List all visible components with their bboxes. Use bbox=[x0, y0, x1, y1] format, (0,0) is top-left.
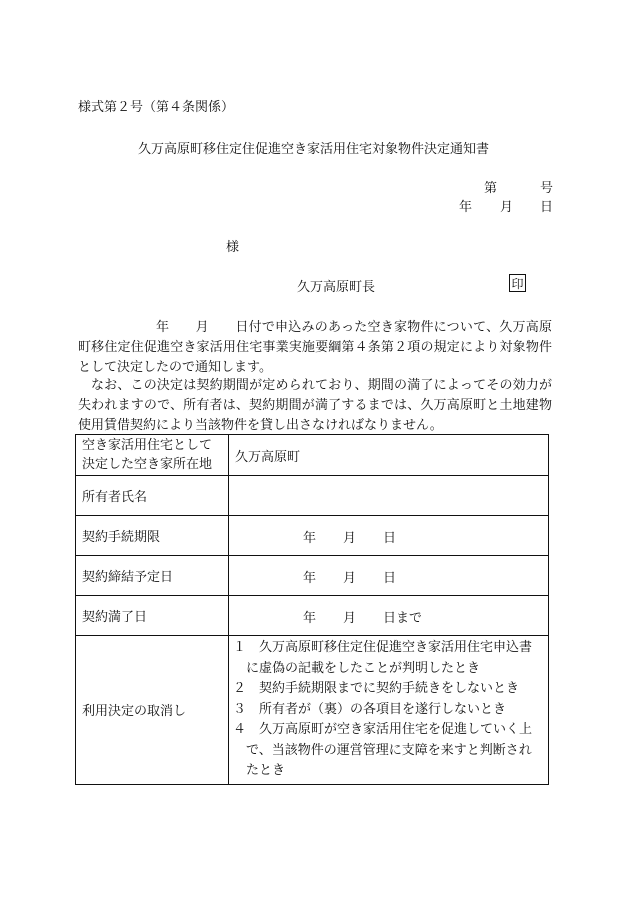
ref-number-prefix: 第 bbox=[484, 181, 498, 196]
signing-label: 契約締結予定日 bbox=[76, 556, 229, 596]
sender-title: 久万高原町長 bbox=[297, 280, 376, 295]
ref-date-day: 日 bbox=[540, 200, 554, 215]
cancel-label: 利用決定の取消し bbox=[76, 636, 229, 785]
body-paragraph-2: なお、この決定は契約期間が定められており、期間の満了によってその効力が失われますので、所有者は、契約期間が満了するまでは、久万高原町と土地建物使用賃借契約により当該物件を貸し出さなければなりません。 bbox=[78, 378, 552, 433]
cancel-conditions bbox=[229, 636, 549, 785]
date-month: 月 bbox=[343, 571, 357, 586]
ref-date-month: 月 bbox=[500, 200, 514, 215]
date-day-until: 日まで bbox=[383, 611, 423, 626]
location-label: 空き家活用住宅として決定した空き家所在地 bbox=[76, 435, 229, 476]
date-year: 年 bbox=[303, 611, 317, 626]
date-year: 年 bbox=[303, 531, 317, 546]
signing-date bbox=[229, 556, 549, 596]
date-month: 月 bbox=[343, 531, 357, 546]
cancel-item-1: １ 久万高原町移住定住促進空き家活用住宅申込書に虚偽の記載をしたことが判明したとき bbox=[233, 640, 533, 676]
date-day: 日 bbox=[383, 531, 397, 546]
cancel-item-2: ２ 契約手続期限までに契約手続きをしないとき bbox=[233, 681, 520, 696]
deadline-label: 契約手続期限 bbox=[76, 516, 229, 556]
expiry-date bbox=[229, 596, 549, 636]
ref-date-year: 年 bbox=[459, 200, 473, 215]
table-row bbox=[76, 556, 549, 596]
table-row bbox=[76, 435, 549, 476]
date-day: 日 bbox=[383, 571, 397, 586]
body-paragraph-1: 年 月 日付で申込みのあった空き家物件について、久万高原町移住定住促進空き家活用住宅事業実施要綱第４条第２項の規定により対象物件として決定したので通知します。 bbox=[78, 320, 552, 375]
document-title: 久万高原町移住定住促進空き家活用住宅対象物件決定通知書 bbox=[138, 142, 490, 157]
cancel-item-4: ４ 久万高原町が空き家活用住宅を促進していく上で、当該物件の運営管理に支障を来すと判断されたとき bbox=[233, 722, 533, 778]
expiry-label: 契約満了日 bbox=[76, 596, 229, 636]
date-year: 年 bbox=[303, 571, 317, 586]
decision-table bbox=[75, 434, 549, 785]
deadline-date bbox=[229, 516, 549, 556]
table-row bbox=[76, 516, 549, 556]
ref-number-suffix: 号 bbox=[540, 181, 554, 196]
form-number: 様式第２号（第４条関係） bbox=[78, 100, 235, 115]
table-row bbox=[76, 476, 549, 516]
table-row bbox=[76, 636, 549, 785]
cancel-item-3: ３ 所有者が（裏）の各項目を遂行しないとき bbox=[233, 701, 507, 717]
table-row bbox=[76, 596, 549, 636]
owner-label: 所有者氏名 bbox=[76, 476, 229, 516]
date-month: 月 bbox=[343, 611, 357, 626]
addressee-honorific: 様 bbox=[226, 240, 240, 255]
seal-stamp: 印 bbox=[509, 274, 526, 292]
location-value: 久万高原町 bbox=[229, 435, 549, 476]
owner-value bbox=[229, 476, 549, 516]
